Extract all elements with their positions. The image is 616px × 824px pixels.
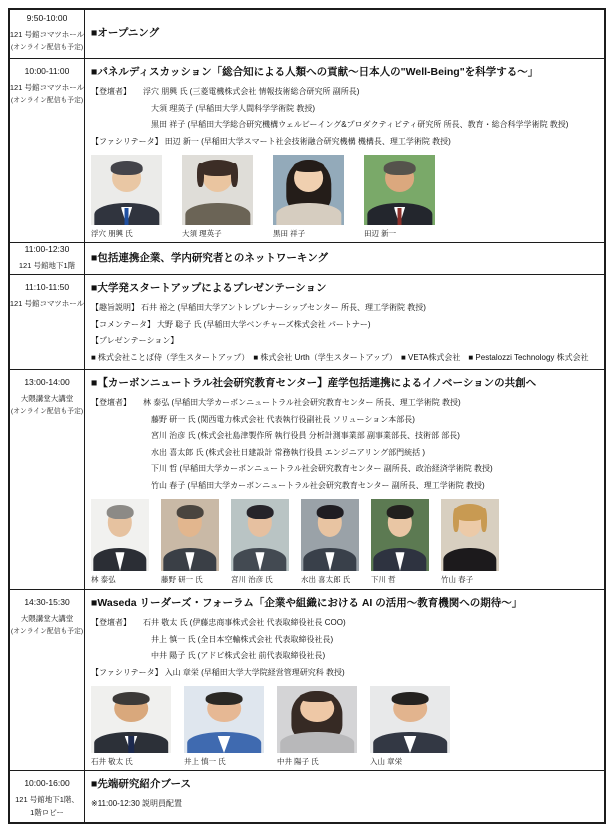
time-label: 11:10-11:50 [24,282,70,292]
photo-figure [364,155,435,239]
photo-caption: 田辺 新一 [364,229,397,238]
time-label: 10:00-11:00 [24,66,70,76]
speaker-photo [91,155,162,225]
speaker-photo [364,155,435,225]
photo-strip [91,686,598,767]
content-cell [85,370,604,589]
location-label: (オンライン配信も予定) [10,628,84,635]
schedule-table [8,8,606,824]
schedule-row [10,58,604,242]
photo-figure [370,686,450,767]
line-text: 竹山 春子 (早稲田大学カーボンニュートラル社会研究教育センター 副所長、理工学術院 教授) [151,480,485,490]
tie-shape [397,208,402,226]
content-line [91,101,598,118]
photo-figure [184,686,264,767]
photo-caption: 井上 慎一 氏 [184,757,226,766]
shoulders-shape [280,732,354,753]
photo-figure [231,499,289,585]
photo-figure [273,155,344,239]
schedule-row [10,589,604,770]
line-text: 黒田 祥子 (早稲田大学総合研究機構ウェルビーイング&プロダクティビティ研究所 所長、教育・総合科学学術院 教授) [151,120,569,129]
location-label: (オンライン配信も予定) [10,97,84,104]
photo-figure [301,499,359,585]
time-cell [10,370,85,589]
photo-figure [91,686,171,767]
content-line [91,300,598,317]
speaker-photo [182,155,253,225]
content-line [91,632,598,649]
content-cell [85,243,604,274]
session-note: ※11:00-12:30 説明員配置 [91,799,183,808]
hair-shape [206,692,243,705]
content-line [91,395,598,412]
session-title: ■オープニング [91,27,160,39]
speaker-photo [91,499,149,571]
line-text: 大須 理英子 (早稲田大学人間科学学術院 教授) [151,103,315,113]
hair-shape [392,692,429,705]
line-label: 【登壇者】 [91,618,131,627]
hair-shape [387,505,414,519]
photo-caption: 浮穴 朋興 氏 [91,229,133,238]
location-label: 121 号館コマツホール [9,30,85,39]
schedule-row [10,770,604,822]
photo-figure [91,499,149,585]
photo-figure [161,499,219,585]
line-label: 【ファシリテータ】 [91,667,163,677]
speaker-photo [231,499,289,571]
photo-caption: 石井 敬太 氏 [91,757,133,766]
content-line [91,350,598,367]
hair-shape [293,161,324,172]
hair-shape [110,161,143,174]
content-line [91,461,598,478]
hair-shape [177,505,204,519]
tie-shape [128,736,134,753]
location-label: 121 号館地下1階、 [15,795,79,804]
line-text: 宮川 治彦 氏 (株式会社島津製作所 執行役員 分析計測事業部 副事業部長、技術部 部長) [151,431,460,440]
session-title: ■Waseda リーダーズ・フォーラム「企業や組織における AI の活用～教育機関への期待～」 [91,597,523,609]
location-label: 121 号館地下1階 [18,261,76,270]
time-cell [10,10,85,58]
line-label: 【コメンテータ】 [91,319,155,329]
content-line [91,445,598,462]
photo-figure [277,686,357,767]
photo-caption: 竹山 春子 [441,575,474,584]
content-line [91,333,598,350]
photo-figure [182,155,253,239]
photo-figure [441,499,499,585]
photo-figure [91,155,162,239]
speaker-photo [371,499,429,571]
shoulders-shape [185,203,250,225]
line-text: 石井 敬太 氏 (伊藤忠商事株式会社 代表取締役社長 COO) [143,618,346,627]
line-text: 水出 喜太郎 氏 (株式会社日建設計 常務執行役員 エンジニアリング部門統括 ) [151,447,425,457]
location-label: 121 号館コマツホール [9,83,85,92]
content-cell [85,10,604,58]
location-label: (オンライン配信も予定) [10,44,84,51]
line-label: 【登壇者】 [91,398,131,407]
speaker-photo [277,686,357,753]
photo-caption: 大須 理英子 [182,229,222,238]
content-line [91,648,598,665]
session-title: ■【カーボンニュートラル社会研究教育センター】産学包括連携によるイノベーションの共創へ [91,377,537,389]
hair-shape [481,508,487,532]
line-text: 入山 章栄 (早稲田大学大学院経営管理研究科 教授) [164,667,345,677]
photo-caption: 水出 喜太郎 氏 [301,575,351,584]
time-cell [10,590,85,770]
photo-strip [91,499,598,585]
content-line [91,665,598,682]
line-text: 藤野 研一 氏 (関西電力株式会社 代表執行役副社長 ソリューション本部長) [151,414,415,424]
content-line [91,412,598,429]
line-text: 井上 慎一 氏 (全日本空輸株式会社 代表取締役社長) [151,634,334,644]
photo-caption: 下川 哲 [371,575,396,584]
speaker-photo [91,686,171,753]
content-line [91,615,598,632]
photo-caption: 藤野 研一 氏 [161,575,203,584]
time-label: 14:30-15:30 [24,597,70,607]
schedule-row [10,274,604,369]
hair-shape [197,163,204,187]
photo-strip [91,155,598,239]
time-label: 9:50-10:00 [26,13,68,23]
line-text: 田辺 新一 (早稲田大学スマート社会技術融合研究機構 機構長、理工学術院 教授) [164,136,451,146]
content-cell [85,59,604,242]
line-label: 【登壇者】 [91,87,131,96]
content-cell [85,275,604,369]
hair-shape [453,508,459,532]
shoulders-shape [276,203,341,225]
schedule-row [10,369,604,589]
hair-shape [247,505,274,519]
line-text: ■ 株式会社ことば侍（学生スタートアップ） ■ 株式会社 Urth（学生スタートアップ） ■ VETA株式会社 ■ Pestalozzi Technology 株式会社 [91,352,589,362]
shoulders-shape [443,548,496,571]
content-cell [85,590,604,770]
time-label: 13:00-14:00 [24,377,70,387]
session-title: ■先端研究紹介ブース [91,778,192,790]
tie-shape [124,208,129,226]
hair-shape [231,163,238,187]
photo-caption: 宮川 治彦 氏 [231,575,273,584]
speaker-photo [441,499,499,571]
line-text: 石井 裕之 (早稲田大学アントレプレナーシップセンター 所長、理工学術院 教授) [141,303,426,312]
content-line [91,117,598,134]
hair-shape [107,505,134,519]
speaker-photo [370,686,450,753]
content-cell [85,771,604,822]
speaker-photo [273,155,344,225]
time-cell [10,275,85,369]
location-label: 大隈講堂大講堂 [20,394,74,403]
location-label: 1階ロビー [30,808,64,817]
time-cell [10,243,85,274]
schedule-row [10,242,604,274]
line-label: 【ファシリテータ】 [91,136,163,146]
photo-caption: 黒田 祥子 [273,229,306,238]
time-label: 10:00-16:00 [24,778,70,788]
time-label: 11:00-12:30 [24,244,70,254]
photo-caption: 林 泰弘 [91,575,116,584]
hair-shape [113,692,150,705]
photo-figure [371,499,429,585]
line-text: 下川 哲 (早稲田大学カーボンニュートラル社会研究教育センター 副所長、政治経済学術院 教授) [151,464,493,473]
photo-caption: 中井 陽子 氏 [277,757,319,766]
time-cell [10,59,85,242]
schedule-row [10,10,604,58]
location-label: 121 号館コマツホール [9,299,85,308]
session-title: ■包括連携企業、学内研究者とのネットワーキング [91,251,329,264]
photo-caption: 入山 章栄 [370,757,403,766]
time-cell [10,771,85,822]
line-label: 【趣旨説明】 [91,303,139,312]
content-line [91,428,598,445]
content-line [91,478,598,495]
line-label: 【プレゼンテーション】 [91,336,179,345]
hair-shape [317,505,344,519]
location-label: 大隈講堂大講堂 [20,614,74,623]
hair-shape [383,161,416,174]
speaker-photo [184,686,264,753]
line-text: 林 泰弘 (早稲田大学カーボンニュートラル社会研究教育センター 所長、理工学術院 教授) [143,398,461,407]
hair-shape [299,692,334,702]
line-text: 中井 陽子 氏 (アドビ株式会社 前代表取締役社長) [151,651,326,660]
content-line [91,84,598,101]
content-line [91,317,598,334]
speaker-photo [161,499,219,571]
content-line [91,134,598,151]
speaker-photo [301,499,359,571]
session-title: ■大学発スタートアップによるプレゼンテーション [91,282,327,294]
line-text: 大野 聡子 氏 (早稲田大学ベンチャーズ株式会社 パートナー) [157,319,371,329]
line-text: 浮穴 朋興 氏 (三菱電機株式会社 情報技術総合研究所 副所長) [143,87,360,96]
location-label: (オンライン配信も予定) [10,408,84,415]
session-title: ■パネルディスカッション「総合知による人類への貢献～日本人の"Well-Being"を科学する～」 [91,66,539,78]
